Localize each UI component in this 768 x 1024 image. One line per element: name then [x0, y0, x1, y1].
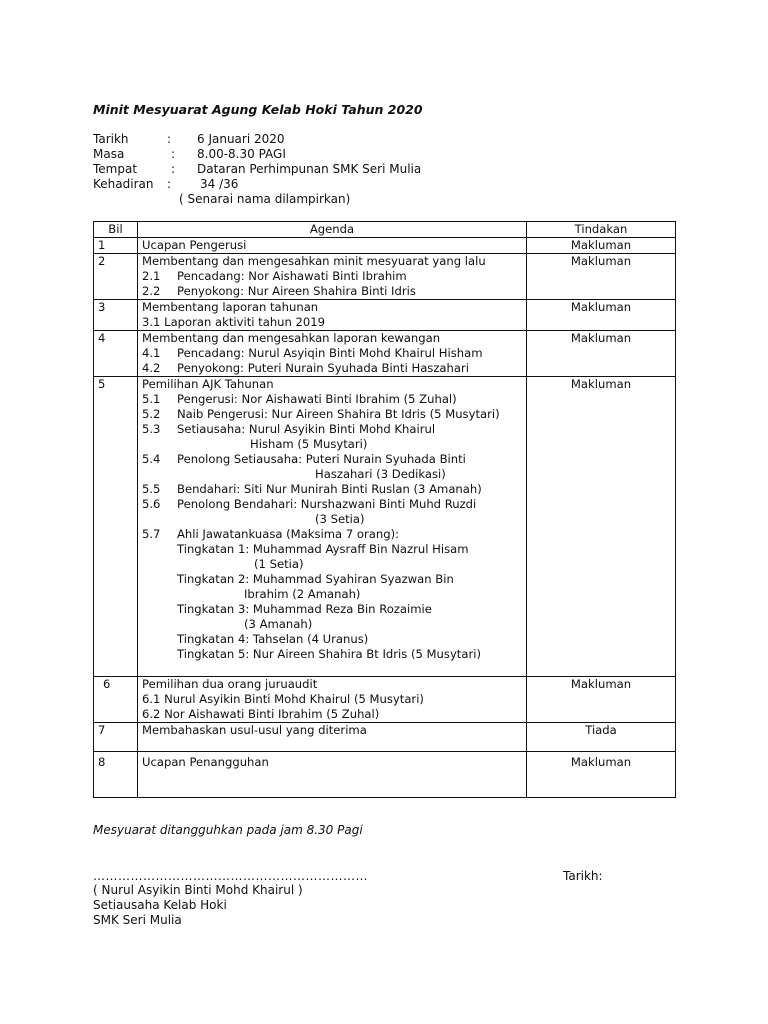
item-continuation: Ibrahim (2 Amanah) [244, 587, 361, 601]
meta-sep: : [167, 177, 172, 191]
agenda-line: Membentang dan mengesahkan laporan kewangan [142, 331, 441, 345]
tarikh-label: Tarikh: [563, 869, 603, 883]
item-continuation: Hisham (5 Musytari) [250, 437, 368, 451]
tingkatan-line: Tingkatan 4: Tahselan (4 Uranus) [177, 632, 369, 646]
item-number: 4.1 [142, 346, 161, 360]
meta-label: Kehadiran [93, 177, 154, 191]
agenda-line: Membentang laporan tahunan [142, 300, 319, 314]
row-action: Makluman [527, 331, 676, 377]
meta-value: Dataran Perhimpunan SMK Seri Mulia [197, 162, 422, 176]
item-text: Penyokong: Nur Aireen Shahira Binti Idris [177, 284, 416, 298]
agenda-line: 3.1 Laporan aktiviti tahun 2019 [142, 315, 326, 329]
item-text: Pencadang: Nurul Asyiqin Binti Mohd Khairul Hisham [177, 346, 483, 360]
signatory-name: ( Nurul Asyikin Binti Mohd Khairul ) [93, 883, 303, 897]
row-agenda [138, 254, 527, 300]
agenda-line: Membahaskan usul-usul yang diterima [142, 723, 367, 737]
row-action: Makluman [527, 300, 676, 331]
item-text: Penolong Bendahari: Nurshazwani Binti Muhd Ruzdi [177, 497, 477, 511]
meta-sep: : [171, 162, 176, 176]
item-text: Pencadang: Nor Aishawati Binti Ibrahim [177, 269, 407, 283]
item-continuation: (1 Setia) [254, 557, 304, 571]
item-text: Ahli Jawatankuasa (Maksima 7 orang): [177, 527, 400, 541]
tingkatan-line: Tingkatan 3: Muhammad Reza Bin Rozaimie [177, 602, 432, 616]
signature-line: ………………………………………………………… [93, 869, 368, 883]
row-action: Makluman [527, 377, 676, 677]
row-bil: 4 [94, 331, 138, 377]
row-bil: 7 [94, 723, 138, 752]
signatory-school: SMK Seri Mulia [93, 913, 182, 927]
agenda-line: Pemilihan AJK Tahunan [142, 377, 274, 391]
item-continuation: (3 Setia) [315, 512, 365, 526]
agenda-line: 6.2 Nor Aishawati Binti Ibrahim (5 Zuhal) [142, 707, 380, 721]
table-row [94, 752, 676, 798]
header-agenda: Agenda [138, 222, 527, 238]
tingkatan-line: Tingkatan 5: Nur Aireen Shahira Bt Idris (5 Musytari) [177, 647, 481, 661]
signature-block [93, 883, 303, 928]
item-number: 5.4 [142, 452, 161, 466]
meta-row-time [93, 147, 421, 162]
meta-label: Tempat [93, 162, 138, 176]
header-bil: Bil [94, 222, 138, 238]
item-number: 4.2 [142, 361, 161, 375]
meta-label: Masa [93, 147, 125, 161]
table-row [94, 377, 676, 677]
row-action: Makluman [527, 238, 676, 254]
agenda-line: Pemilihan dua orang juruaudit [142, 677, 318, 691]
row-action: Makluman [527, 254, 676, 300]
item-number: 5.3 [142, 422, 161, 436]
item-number: 5.5 [142, 482, 161, 496]
meta-row-place [93, 162, 421, 177]
meta-sep: : [167, 132, 172, 146]
table-row [94, 723, 676, 752]
row-agenda [138, 677, 527, 723]
row-agenda [138, 723, 527, 752]
row-action: Makluman [527, 752, 676, 798]
table-row [94, 677, 676, 723]
table-row [94, 300, 676, 331]
item-number: 5.2 [142, 407, 161, 421]
tingkatan-line: Tingkatan 1: Muhammad Aysraff Bin Nazrul Hisam [177, 542, 469, 556]
row-bil: 6 [94, 677, 138, 723]
attendance-note: ( Senarai nama dilampirkan) [179, 192, 351, 206]
item-number: 5.1 [142, 392, 161, 406]
meta-value: 6 Januari 2020 [197, 132, 285, 146]
item-text: Bendahari: Siti Nur Munirah Binti Ruslan (3 Amanah) [177, 482, 482, 496]
tingkatan-line: Tingkatan 2: Muhammad Syahiran Syazwan Bin [177, 572, 454, 586]
closing-statement: Mesyuarat ditangguhkan pada jam 8.30 Pagi [93, 823, 363, 837]
table-row [94, 238, 676, 254]
meeting-details [93, 132, 421, 207]
agenda-table [93, 221, 676, 798]
meta-row-date [93, 132, 421, 147]
row-bil: 3 [94, 300, 138, 331]
item-text: Setiausaha: Nurul Asyikin Binti Mohd Khairul [177, 422, 436, 436]
row-bil: 1 [94, 238, 138, 254]
agenda-line: Ucapan Pengerusi [142, 238, 247, 252]
row-agenda [138, 377, 527, 677]
signatory-position: Setiausaha Kelab Hoki [93, 898, 227, 912]
item-text: Pengerusi: Nor Aishawati Binti Ibrahim (5 Zuhal) [177, 392, 457, 406]
row-agenda [138, 752, 527, 798]
table-header-row [94, 222, 676, 238]
meta-sep: : [171, 147, 176, 161]
row-bil: 8 [94, 752, 138, 798]
meta-value: 34 /36 [200, 177, 239, 191]
row-bil: 5 [94, 377, 138, 677]
table-row [94, 331, 676, 377]
item-text: Penolong Setiausaha: Puteri Nurain Syuhada Binti [177, 452, 466, 466]
table-row [94, 254, 676, 300]
item-number: 5.7 [142, 527, 161, 541]
item-text: Naib Pengerusi: Nur Aireen Shahira Bt Idris (5 Musytari) [177, 407, 500, 421]
item-number: 2.2 [142, 284, 161, 298]
document-title: Minit Mesyuarat Agung Kelab Hoki Tahun 2020 [93, 102, 423, 117]
row-bil: 2 [94, 254, 138, 300]
row-action: Makluman [527, 677, 676, 723]
meta-value: 8.00-8.30 PAGI [197, 147, 286, 161]
row-agenda [138, 331, 527, 377]
agenda-line: Ucapan Penangguhan [142, 755, 269, 769]
item-number: 5.6 [142, 497, 161, 511]
row-action: Tiada [527, 723, 676, 752]
item-number: 2.1 [142, 269, 161, 283]
header-tindakan: Tindakan [527, 222, 676, 238]
item-continuation: (3 Amanah) [244, 617, 313, 631]
item-text: Penyokong: Puteri Nurain Syuhada Binti Haszahari [177, 361, 469, 375]
agenda-line: 6.1 Nurul Asyikin Binti Mohd Khairul (5 Musytari) [142, 692, 424, 706]
meta-row-attendance [93, 177, 421, 192]
row-agenda [138, 300, 527, 331]
meta-label: Tarikh [93, 132, 129, 146]
row-agenda [138, 238, 527, 254]
agenda-line: Membentang dan mengesahkan minit mesyuarat yang lalu [142, 254, 486, 268]
item-continuation: Haszahari (3 Dedikasi) [315, 467, 446, 481]
